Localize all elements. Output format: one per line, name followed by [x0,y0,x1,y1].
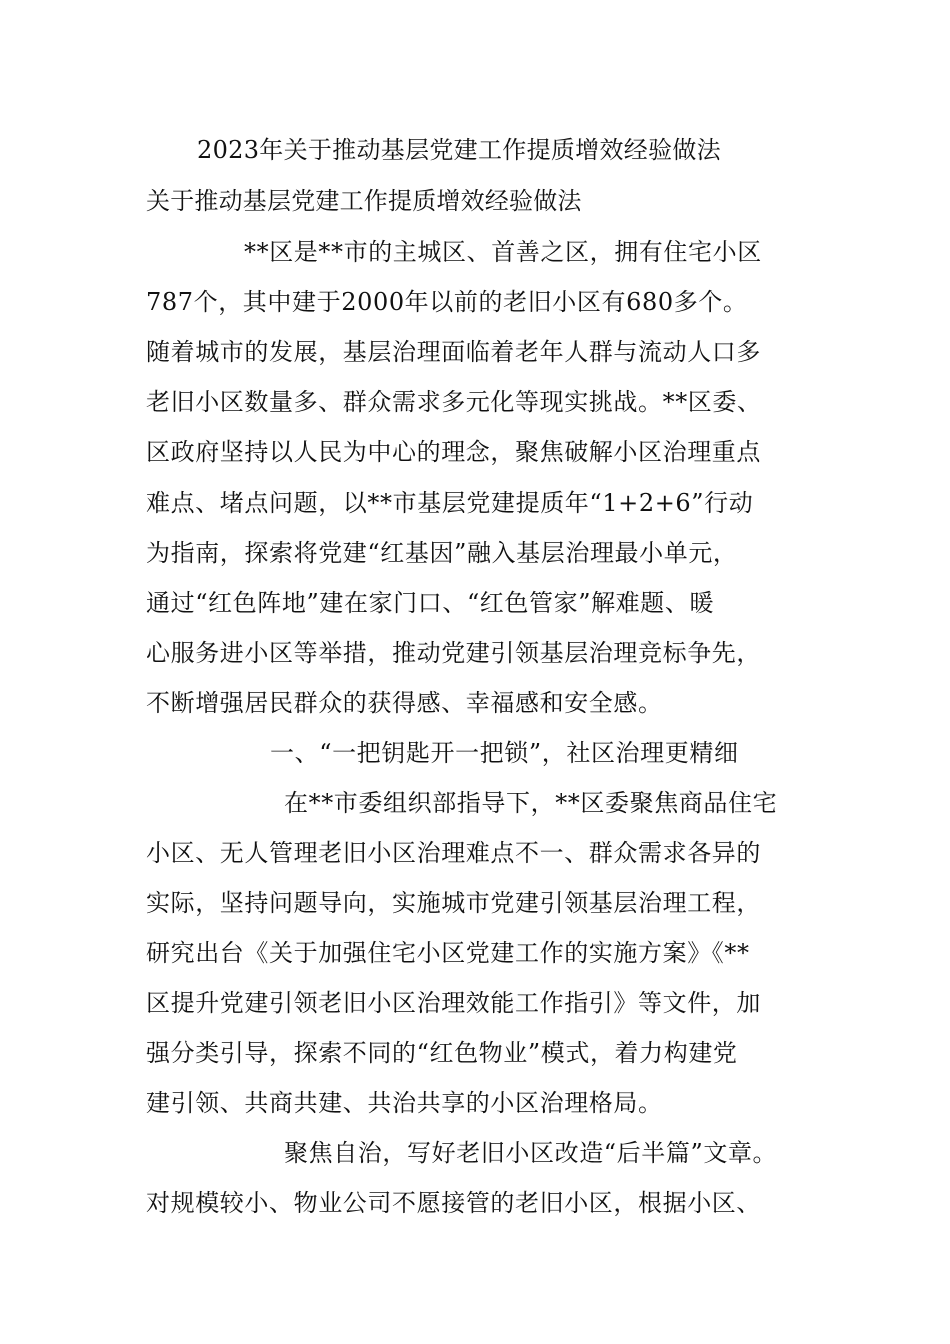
paragraph-line: 在**市委组织部指导下，**区委聚焦商品住宅 [284,789,778,817]
document-title: 2023年关于推动基层党建工作提质增效经验做法 [197,136,721,164]
paragraph-line: **区是**市的主城区、首善之区，拥有住宅小区 [244,238,762,266]
paragraph-line: 对规模较小、物业公司不愿接管的老旧小区，根据小区、 [146,1189,761,1217]
paragraph-line: 研究出台《关于加强住宅小区党建工作的实施方案》《** [146,939,750,967]
paragraph-line: 为指南，探索将党建“红基因”融入基层治理最小单元， [146,539,738,567]
document-subtitle: 关于推动基层党建工作提质增效经验做法 [146,187,582,215]
paragraph-line: 难点、堵点问题，以**市基层党建提质年“1+2+6”行动 [146,489,754,517]
paragraph-line: 区提升党建引领老旧小区治理效能工作指引》等文件，加 [146,989,761,1017]
section-heading-1: 一、“一把钥匙开一把锁”，社区治理更精细 [270,739,739,767]
paragraph-line: 787个，其中建于2000年以前的老旧小区有680多个。 [146,288,748,316]
paragraph-line: 随着城市的发展，基层治理面临着老年人群与流动人口多 [146,338,761,366]
paragraph-line: 不断增强居民群众的获得感、幸福感和安全感。 [146,689,663,717]
paragraph-line: 建引领、共商共建、共治共享的小区治理格局。 [146,1089,663,1117]
paragraph-line: 强分类引导，探索不同的“红色物业”模式，着力构建党 [146,1039,738,1067]
paragraph-line: 心服务进小区等举措，推动党建引领基层治理竞标争先， [146,639,761,667]
paragraph-line: 通过“红色阵地”建在家门口、“红色管家”解难题、暖 [146,589,715,617]
paragraph-line: 区政府坚持以人民为中心的理念，聚焦破解小区治理重点 [146,438,761,466]
paragraph-line: 老旧小区数量多、群众需求多元化等现实挑战。**区委、 [146,388,762,416]
paragraph-line: 小区、无人管理老旧小区治理难点不一、群众需求各异的 [146,839,761,867]
paragraph-line: 聚焦自治，写好老旧小区改造“后半篇”文章。 [284,1139,778,1167]
paragraph-line: 实际，坚持问题导向，实施城市党建引领基层治理工程， [146,889,761,917]
